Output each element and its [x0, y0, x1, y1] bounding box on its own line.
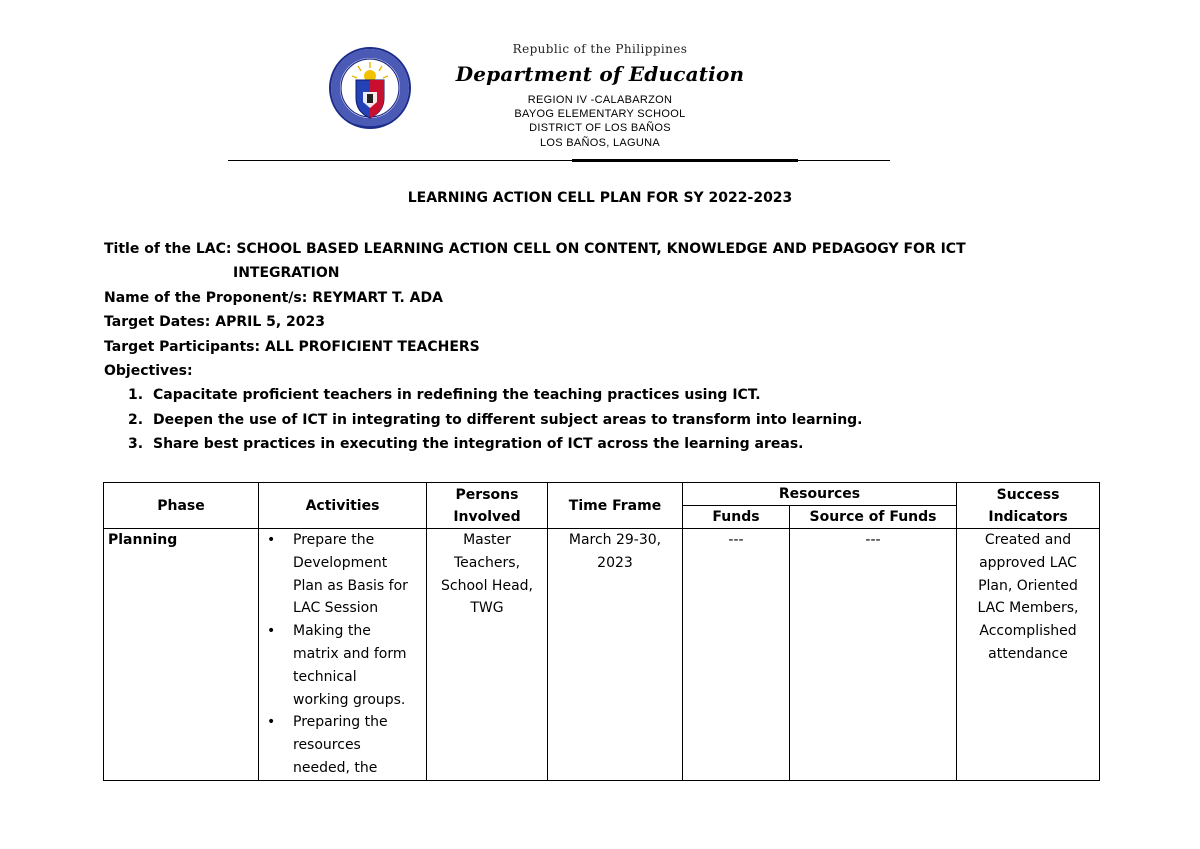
header-time-frame: Time Frame: [548, 483, 683, 529]
republic-line: Republic of the Philippines: [512, 42, 688, 56]
target-participants: Target Participants: ALL PROFICIENT TEACHERS: [104, 339, 480, 355]
header-activities: Activities: [259, 483, 427, 529]
address-school: BAYOG ELEMENTARY SCHOOL: [514, 108, 686, 120]
header-persons-involved: Persons Involved: [427, 483, 548, 529]
address-city: LOS BAÑOS, LAGUNA: [539, 137, 661, 149]
header-source-of-funds: Source of Funds: [790, 506, 957, 529]
lac-title-line1: Title of the LAC: SCHOOL BASED LEARNING ACTION CELL ON CONTENT, KNOWLEDGE AND PEDAGOGY FOR ICT: [104, 241, 966, 257]
success-line: Accomplished: [979, 623, 1077, 640]
lac-title-line2: INTEGRATION: [233, 265, 340, 281]
activity-line: working groups.: [293, 691, 406, 708]
cell-persons-involved: [427, 529, 548, 781]
activities-list: [259, 529, 426, 780]
activity-line: LAC Session: [293, 600, 379, 617]
activity-line: • Making the: [293, 623, 371, 640]
cell-activities: [259, 529, 427, 781]
cell-time-frame: [548, 529, 683, 781]
activity-item: [289, 711, 426, 779]
objectives-list: [128, 387, 863, 461]
objective-text: Capacitate proficient teachers in redefining the teaching practices using ICT.: [153, 387, 761, 403]
department-name: Department of Education: [455, 62, 745, 86]
header-resources: Resources: [683, 483, 957, 506]
lac-plan-table: [103, 482, 1100, 781]
header-divider-accent: [572, 159, 798, 162]
objectives-label: Objectives:: [104, 363, 193, 379]
proponent: Name of the Proponent/s: REYMART T. ADA: [104, 290, 443, 306]
activity-line: technical: [293, 668, 357, 685]
activity-item: [289, 529, 426, 620]
activity-item: [289, 620, 426, 711]
objective-number: 1.: [128, 387, 144, 403]
objective-item: [128, 387, 863, 412]
cell-phase: Planning: [104, 529, 259, 781]
objective-item: [128, 412, 863, 437]
success-line: Plan, Oriented: [978, 577, 1078, 594]
persons-line: School Head,: [441, 577, 533, 594]
activity-line: Plan as Basis for: [293, 577, 408, 594]
persons-line: Master: [463, 532, 511, 548]
activity-line: needed, the: [293, 759, 378, 776]
document-title: LEARNING ACTION CELL PLAN FOR SY 2022-2023: [407, 190, 793, 206]
deped-seal-logo: [328, 36, 412, 146]
activity-line: • Preparing the: [293, 714, 388, 731]
persons-line: Teachers,: [453, 554, 521, 571]
activity-line: Development: [293, 554, 388, 571]
address-region: REGION IV -CALABARZON: [527, 94, 673, 106]
header-phase: Phase: [104, 483, 259, 529]
success-line: approved LAC: [979, 554, 1077, 571]
time-frame-line: March 29-30,: [568, 532, 662, 548]
header-success-indicators: Success Indicators: [957, 483, 1100, 529]
time-frame-line: 2023: [597, 554, 633, 571]
cell-funds: ---: [683, 529, 790, 781]
activity-line: • Prepare the: [293, 532, 375, 548]
objective-item: [128, 436, 863, 461]
cell-source-of-funds: ---: [790, 529, 957, 781]
address-district: DISTRICT OF LOS BAÑOS: [529, 122, 671, 134]
header-funds: Funds: [683, 506, 790, 529]
success-line: Created and: [984, 532, 1072, 548]
activity-line: resources: [293, 737, 361, 754]
persons-line: TWG: [470, 600, 504, 617]
success-line: LAC Members,: [977, 600, 1079, 617]
objective-text: Share best practices in executing the integration of ICT across the learning areas.: [153, 436, 804, 452]
objective-number: 3.: [128, 436, 144, 452]
activity-line: matrix and form: [293, 645, 407, 662]
table-row: [104, 529, 1100, 781]
cell-success-indicators: [957, 529, 1100, 781]
success-line: attendance: [988, 645, 1068, 662]
objective-number: 2.: [128, 411, 144, 428]
objective-text: Deepen the use of ICT in integrating to different subject areas to transform into learning.: [153, 411, 863, 428]
target-dates: Target Dates: APRIL 5, 2023: [104, 314, 326, 330]
